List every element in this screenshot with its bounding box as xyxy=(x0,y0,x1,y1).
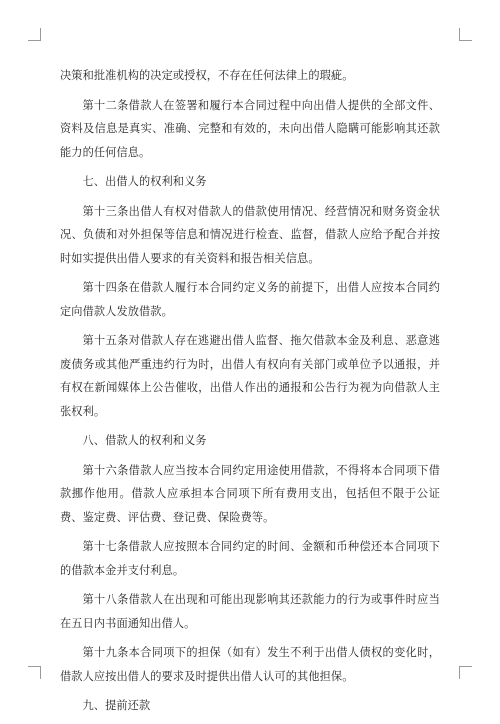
crop-mark-top-right xyxy=(459,28,472,41)
clause-13: 第十三条出借人有权对借款人的借款使用情况、经营情况和财务资金状况、负债和对外担保等信息和情况进行检查、监督，借款人应给予配合并按时如实提供出借人要求的有关资料和报告相关信息。 xyxy=(60,204,440,265)
crop-mark-bottom-right xyxy=(459,666,472,679)
clause-15: 第十五条对借款人存在逃避出借人监督、拖欠借款本金及利息、恶意逃废债务或其他严重违约行为时，出借人有权向有关部门或单位予以通报，并有权在新闻媒体上公告催收，出借人作出的通报和公告行为视为向借款人主张权利。 xyxy=(60,334,440,418)
clause-12: 第十二条借款人在签署和履行本合同过程中向出借人提供的全部文件、资料及信息是真实、准确、完整和有效的，未向出借人隐瞒可能影响其还款能力的任何信息。 xyxy=(60,98,440,159)
document-body xyxy=(60,64,440,724)
clause-18: 第十八条借款人在出现和可能出现影响其还款能力的行为或事件时应当在五日内书面通知出借人。 xyxy=(60,593,440,630)
section-heading-lender-rights: 七、出借人的权利和义务 xyxy=(82,175,207,188)
clause-14: 第十四条在借款人履行本合同约定义务的前提下，出借人应按本合同约定向借款人发放借款。 xyxy=(60,281,440,318)
crop-mark-top-left xyxy=(28,28,41,41)
crop-mark-bottom-left xyxy=(28,666,41,679)
clause-19: 第十九条本合同项下的担保（如有）发生不利于出借人债权的变化时，借款人应按出借人的要求及时提供出借人认可的其他担保。 xyxy=(60,646,440,683)
clause-17: 第十七条借款人应按照本合同约定的时间、金额和币种偿还本合同项下的借款本金并支付利息。 xyxy=(60,540,440,577)
paragraph-continuation: 决策和批准机构的决定或授权，不存在任何法律上的瑕疵。 xyxy=(60,69,354,82)
section-heading-early-repayment: 九、提前还款 xyxy=(82,699,151,712)
clause-16: 第十六条借款人应当按本合同约定用途使用借款，不得将本合同项下借款挪作他用。借款人应承担本合同项下所有费用支出，包括但不限于公证费、鉴定费、评估费、登记费、保险费等。 xyxy=(60,463,440,524)
section-heading-borrower-rights: 八、借款人的权利和义务 xyxy=(82,434,207,447)
